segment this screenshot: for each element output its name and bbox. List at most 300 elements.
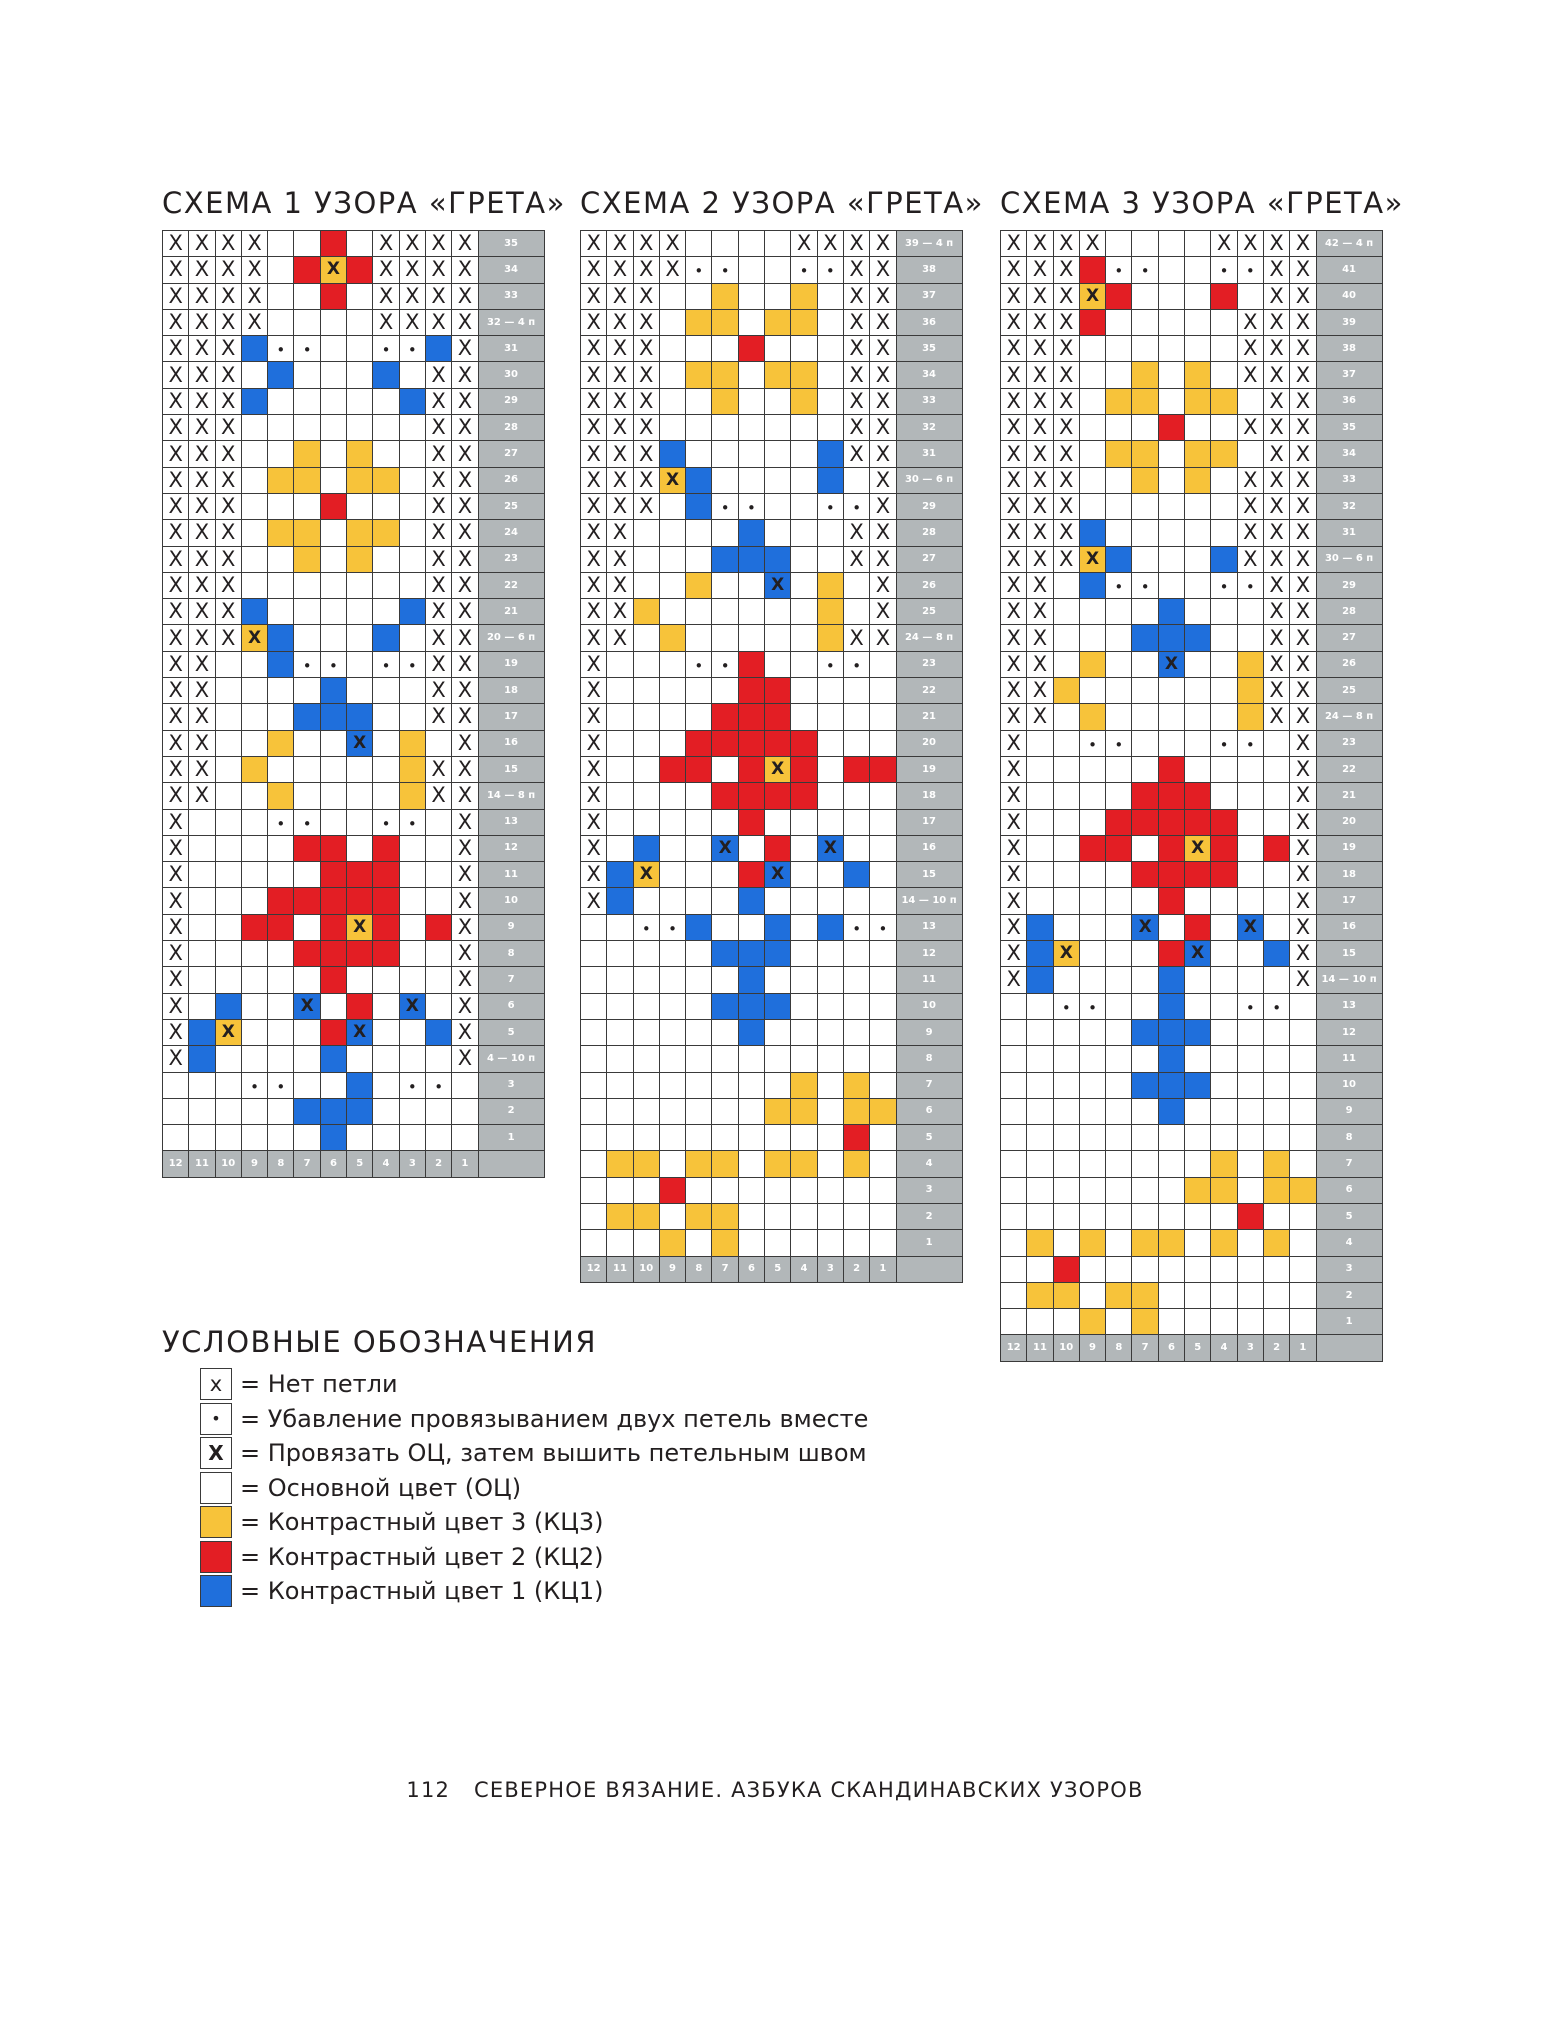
stitch-contrast-3 [399,783,425,809]
stitch-main-color [1132,967,1158,993]
stitch-no-stitch: X [1001,625,1027,651]
stitch-main-color [712,1125,738,1151]
stitch-main-color [399,888,425,914]
stitch-main-color [425,862,451,888]
stitch-decrease [1132,257,1158,283]
swatch-decrease-dot: • [200,1403,232,1435]
chart-row [581,231,963,257]
stitch-contrast-3 [712,309,738,335]
legend-title: УСЛОВНЫЕ ОБОЗНАЧЕНИЯ [162,1325,598,1359]
stitch-no-stitch: X [1001,888,1027,914]
chart-row [581,493,963,519]
stitch-no-stitch: X [843,309,869,335]
stitch-no-stitch: X [633,415,659,441]
stitch-main-color [373,415,399,441]
stitch-contrast-2 [765,678,791,704]
stitch-main-color [215,967,241,993]
stitch-duplicate-contrast-3: X [241,625,267,651]
stitch-contrast-1 [425,336,451,362]
stitch-main-color [163,1098,189,1124]
stitch-main-color [659,783,685,809]
stitch-main-color [1053,704,1079,730]
stitch-decrease [1079,730,1105,756]
stitch-main-color [294,967,320,993]
stitch-main-color [241,572,267,598]
stitch-no-stitch: X [581,678,607,704]
stitch-no-stitch: X [163,730,189,756]
row-number: 18 [478,678,544,704]
chart-row [163,941,545,967]
row-number: 20 — 6 п [478,625,544,651]
stitch-no-stitch: X [163,362,189,388]
stitch-main-color [347,651,373,677]
swatch-no-stitch: x [200,1368,232,1400]
chart-row [1001,599,1383,625]
column-number: 2 [843,1256,869,1282]
stitch-duplicate-contrast-3: X [347,914,373,940]
stitch-no-stitch: X [659,231,685,257]
stitch-decrease [686,257,712,283]
stitch-no-stitch: X [1237,546,1263,572]
stitch-main-color [1053,1125,1079,1151]
stitch-main-color [399,625,425,651]
stitch-main-color [268,862,294,888]
chart-row [163,1046,545,1072]
legend-item-contrast-1 [200,1574,868,1609]
stitch-contrast-3 [765,1098,791,1124]
stitch-main-color [1158,1256,1184,1282]
stitch-main-color [738,388,764,414]
stitch-no-stitch: X [189,625,215,651]
stitch-main-color [1158,704,1184,730]
stitch-contrast-2 [738,678,764,704]
stitch-main-color [1053,756,1079,782]
stitch-main-color [1027,1046,1053,1072]
stitch-no-stitch: X [452,520,478,546]
chart-row [1001,467,1383,493]
stitch-contrast-2 [268,888,294,914]
stitch-main-color [791,678,817,704]
stitch-main-color [712,467,738,493]
stitch-decrease [817,651,843,677]
row-number: 14 — 10 п [1316,967,1382,993]
chart-row [1001,704,1383,730]
chart-row [163,1019,545,1045]
stitch-main-color [581,941,607,967]
stitch-decrease [843,651,869,677]
stitch-no-stitch: X [843,415,869,441]
stitch-no-stitch: X [399,283,425,309]
stitch-main-color [347,756,373,782]
stitch-main-color [1132,1098,1158,1124]
stitch-main-color [1263,862,1289,888]
stitch-main-color [633,756,659,782]
stitch-no-stitch: X [163,888,189,914]
stitch-main-color [1211,704,1237,730]
stitch-main-color [1106,1230,1132,1256]
column-number: 1 [1290,1335,1316,1361]
stitch-no-stitch: X [1290,415,1316,441]
stitch-contrast-1 [294,1098,320,1124]
stitch-main-color [425,835,451,861]
stitch-decrease [399,809,425,835]
stitch-main-color [659,1151,685,1177]
stitch-main-color [1237,941,1263,967]
stitch-main-color [1106,756,1132,782]
legend-text: = Провязать ОЦ, затем вышить петельным швом [240,1439,867,1468]
stitch-main-color [607,783,633,809]
chart-row [1001,1256,1383,1282]
stitch-main-color [1001,1072,1027,1098]
stitch-no-stitch: X [1053,441,1079,467]
stitch-contrast-3 [1290,1177,1316,1203]
stitch-contrast-2 [373,835,399,861]
row-number: 28 [1316,599,1382,625]
stitch-no-stitch: X [189,283,215,309]
chart-row [163,599,545,625]
stitch-main-color [399,1125,425,1151]
stitch-contrast-2 [843,1125,869,1151]
stitch-main-color [373,1046,399,1072]
stitch-main-color [581,1151,607,1177]
stitch-main-color [1132,1046,1158,1072]
stitch-no-stitch: X [581,572,607,598]
row-number: 26 [1316,651,1382,677]
stitch-duplicate-contrast-3: X [1079,283,1105,309]
stitch-contrast-3 [1027,1230,1053,1256]
stitch-no-stitch: X [425,283,451,309]
stitch-main-color [607,993,633,1019]
stitch-main-color [425,730,451,756]
legend-text: = Нет петли [240,1370,398,1399]
stitch-main-color [1263,783,1289,809]
stitch-main-color [347,336,373,362]
stitch-main-color [712,1098,738,1124]
stitch-decrease [712,493,738,519]
stitch-main-color [215,783,241,809]
stitch-main-color [791,467,817,493]
stitch-main-color [1211,336,1237,362]
stitch-contrast-2 [738,809,764,835]
chart-row [581,336,963,362]
stitch-no-stitch: X [452,415,478,441]
stitch-main-color [1211,1072,1237,1098]
chart-row [581,1019,963,1045]
stitch-main-color [347,1046,373,1072]
stitch-no-stitch: X [1290,283,1316,309]
stitch-main-color [1263,1256,1289,1282]
stitch-contrast-3 [1237,678,1263,704]
stitch-main-color [1237,1151,1263,1177]
stitch-main-color [843,572,869,598]
stitch-decrease [1237,572,1263,598]
stitch-main-color [1185,967,1211,993]
stitch-main-color [1185,1203,1211,1229]
stitch-no-stitch: X [843,388,869,414]
chart-row [163,993,545,1019]
stitch-main-color [1237,1019,1263,1045]
column-number: 3 [817,1256,843,1282]
stitch-no-stitch: X [581,283,607,309]
stitch-main-color [659,546,685,572]
stitch-no-stitch: X [581,520,607,546]
stitch-main-color [241,835,267,861]
stitch-main-color [1211,625,1237,651]
column-number: 8 [1106,1335,1132,1361]
stitch-contrast-3 [294,467,320,493]
stitch-main-color [320,388,346,414]
stitch-main-color [633,967,659,993]
stitch-main-color [399,704,425,730]
stitch-no-stitch: X [163,415,189,441]
chart-row [163,388,545,414]
stitch-no-stitch: X [215,415,241,441]
legend-item-no-stitch [200,1367,868,1402]
stitch-contrast-2 [320,835,346,861]
row-number: 9 [478,914,544,940]
stitch-main-color [399,967,425,993]
stitch-main-color [1106,704,1132,730]
stitch-no-stitch: X [581,441,607,467]
stitch-main-color [607,1072,633,1098]
stitch-no-stitch: X [425,599,451,625]
stitch-no-stitch: X [581,362,607,388]
chart-row [581,572,963,598]
chart-row [581,1177,963,1203]
stitch-no-stitch: X [1237,362,1263,388]
stitch-decrease [1237,257,1263,283]
stitch-main-color [1079,441,1105,467]
stitch-no-stitch: X [581,809,607,835]
stitch-contrast-2 [738,783,764,809]
stitch-main-color [347,599,373,625]
stitch-main-color [1211,1203,1237,1229]
stitch-no-stitch: X [163,862,189,888]
stitch-no-stitch: X [607,572,633,598]
stitch-contrast-3 [1132,1309,1158,1335]
stitch-main-color [791,520,817,546]
stitch-main-color [633,809,659,835]
chart-row [1001,1125,1383,1151]
stitch-no-stitch: X [870,257,896,283]
stitch-main-color [1237,625,1263,651]
stitch-no-stitch: X [843,362,869,388]
stitch-main-color [1185,730,1211,756]
stitch-contrast-3 [686,309,712,335]
stitch-main-color [373,1072,399,1098]
chart-row [581,599,963,625]
row-number: 14 — 10 п [896,888,962,914]
stitch-main-color [659,941,685,967]
stitch-no-stitch: X [452,678,478,704]
stitch-main-color [452,1072,478,1098]
row-number: 12 [896,941,962,967]
stitch-main-color [765,1203,791,1229]
stitch-main-color [1106,362,1132,388]
stitch-main-color [870,888,896,914]
stitch-no-stitch: X [843,520,869,546]
chart-row [1001,783,1383,809]
stitch-no-stitch: X [843,231,869,257]
stitch-contrast-2 [791,783,817,809]
stitch-main-color [817,546,843,572]
stitch-no-stitch: X [452,572,478,598]
stitch-no-stitch: X [452,388,478,414]
stitch-main-color [399,415,425,441]
stitch-main-color [712,809,738,835]
chart-1-title: СХЕМА 1 УЗОРА «ГРЕТА» [162,186,566,220]
stitch-contrast-2 [712,730,738,756]
stitch-main-color [1185,546,1211,572]
stitch-no-stitch: X [1001,941,1027,967]
stitch-contrast-3 [1211,388,1237,414]
stitch-no-stitch: X [163,704,189,730]
stitch-main-color [1185,1230,1211,1256]
stitch-main-color [1079,599,1105,625]
stitch-main-color [581,1203,607,1229]
stitch-contrast-3 [712,362,738,388]
stitch-main-color [1158,467,1184,493]
stitch-main-color [1185,283,1211,309]
column-number-row [1001,1335,1383,1361]
knitting-chart-2 [580,230,963,1283]
chart-row [581,441,963,467]
stitch-main-color [1211,1046,1237,1072]
stitch-no-stitch: X [1263,415,1289,441]
column-number-row [581,1256,963,1282]
stitch-contrast-3 [843,1151,869,1177]
stitch-main-color [1237,809,1263,835]
stitch-main-color [581,1046,607,1072]
stitch-main-color [347,572,373,598]
stitch-no-stitch: X [870,415,896,441]
stitch-main-color [347,783,373,809]
stitch-main-color [241,441,267,467]
stitch-main-color [399,1019,425,1045]
stitch-main-color [843,967,869,993]
stitch-main-color [633,704,659,730]
stitch-main-color [817,888,843,914]
stitch-contrast-2 [1185,914,1211,940]
stitch-main-color [1211,1309,1237,1335]
stitch-main-color [870,835,896,861]
stitch-main-color [1211,415,1237,441]
stitch-no-stitch: X [1001,572,1027,598]
row-number: 16 [478,730,544,756]
stitch-main-color [1158,520,1184,546]
chart-row [1001,888,1383,914]
chart-row [1001,1282,1383,1308]
stitch-contrast-1 [1079,572,1105,598]
stitch-contrast-1 [765,914,791,940]
chart-row [581,783,963,809]
stitch-no-stitch: X [1027,362,1053,388]
stitch-contrast-3 [294,520,320,546]
stitch-no-stitch: X [452,941,478,967]
stitch-no-stitch: X [633,441,659,467]
stitch-contrast-2 [347,888,373,914]
stitch-main-color [268,441,294,467]
stitch-main-color [1211,783,1237,809]
stitch-main-color [1132,520,1158,546]
stitch-main-color [1185,993,1211,1019]
stitch-main-color [791,704,817,730]
chart-row [581,809,963,835]
chart-row [581,835,963,861]
row-number: 33 [1316,467,1382,493]
stitch-contrast-3 [791,1098,817,1124]
stitch-main-color [607,1098,633,1124]
chart-row [163,862,545,888]
legend-text: = Убавление провязыванием двух петель вместе [240,1404,869,1433]
stitch-no-stitch: X [1263,231,1289,257]
stitch-contrast-2 [268,914,294,940]
stitch-no-stitch: X [215,231,241,257]
stitch-main-color [294,1019,320,1045]
stitch-no-stitch: X [1001,441,1027,467]
stitch-main-color [373,783,399,809]
stitch-main-color [1237,441,1263,467]
stitch-contrast-1 [712,993,738,1019]
row-number: 33 [478,283,544,309]
row-number: 5 [1316,1203,1382,1229]
stitch-main-color [1053,835,1079,861]
stitch-no-stitch: X [1263,493,1289,519]
stitch-no-stitch: X [425,362,451,388]
stitch-main-color [1158,362,1184,388]
stitch-no-stitch: X [633,362,659,388]
stitch-main-color [817,1098,843,1124]
row-number: 32 [1316,493,1382,519]
stitch-contrast-2 [738,336,764,362]
stitch-main-color [1185,704,1211,730]
stitch-main-color [1106,914,1132,940]
stitch-contrast-1 [1158,993,1184,1019]
chart-row [581,467,963,493]
stitch-main-color [686,678,712,704]
stitch-main-color [320,309,346,335]
stitch-main-color [268,415,294,441]
stitch-no-stitch: X [452,888,478,914]
stitch-decrease [1237,730,1263,756]
stitch-contrast-3 [1263,1151,1289,1177]
column-number: 1 [870,1256,896,1282]
stitch-no-stitch: X [163,967,189,993]
swatch-main-color [200,1472,232,1504]
stitch-no-stitch: X [1237,493,1263,519]
stitch-main-color [1237,1230,1263,1256]
stitch-main-color [241,1046,267,1072]
row-number: 42 — 4 п [1316,231,1382,257]
stitch-main-color [686,967,712,993]
stitch-contrast-2 [347,862,373,888]
stitch-main-color [1237,1098,1263,1124]
stitch-duplicate-contrast-1: X [1158,651,1184,677]
stitch-main-color [1211,993,1237,1019]
stitch-main-color [765,888,791,914]
stitch-no-stitch: X [189,678,215,704]
stitch-contrast-3 [712,388,738,414]
stitch-main-color [870,809,896,835]
stitch-main-color [320,546,346,572]
chart-row [163,520,545,546]
stitch-main-color [1237,1309,1263,1335]
stitch-no-stitch: X [1263,309,1289,335]
stitch-main-color [1211,888,1237,914]
stitch-main-color [320,756,346,782]
stitch-main-color [425,993,451,1019]
stitch-no-stitch: X [607,231,633,257]
